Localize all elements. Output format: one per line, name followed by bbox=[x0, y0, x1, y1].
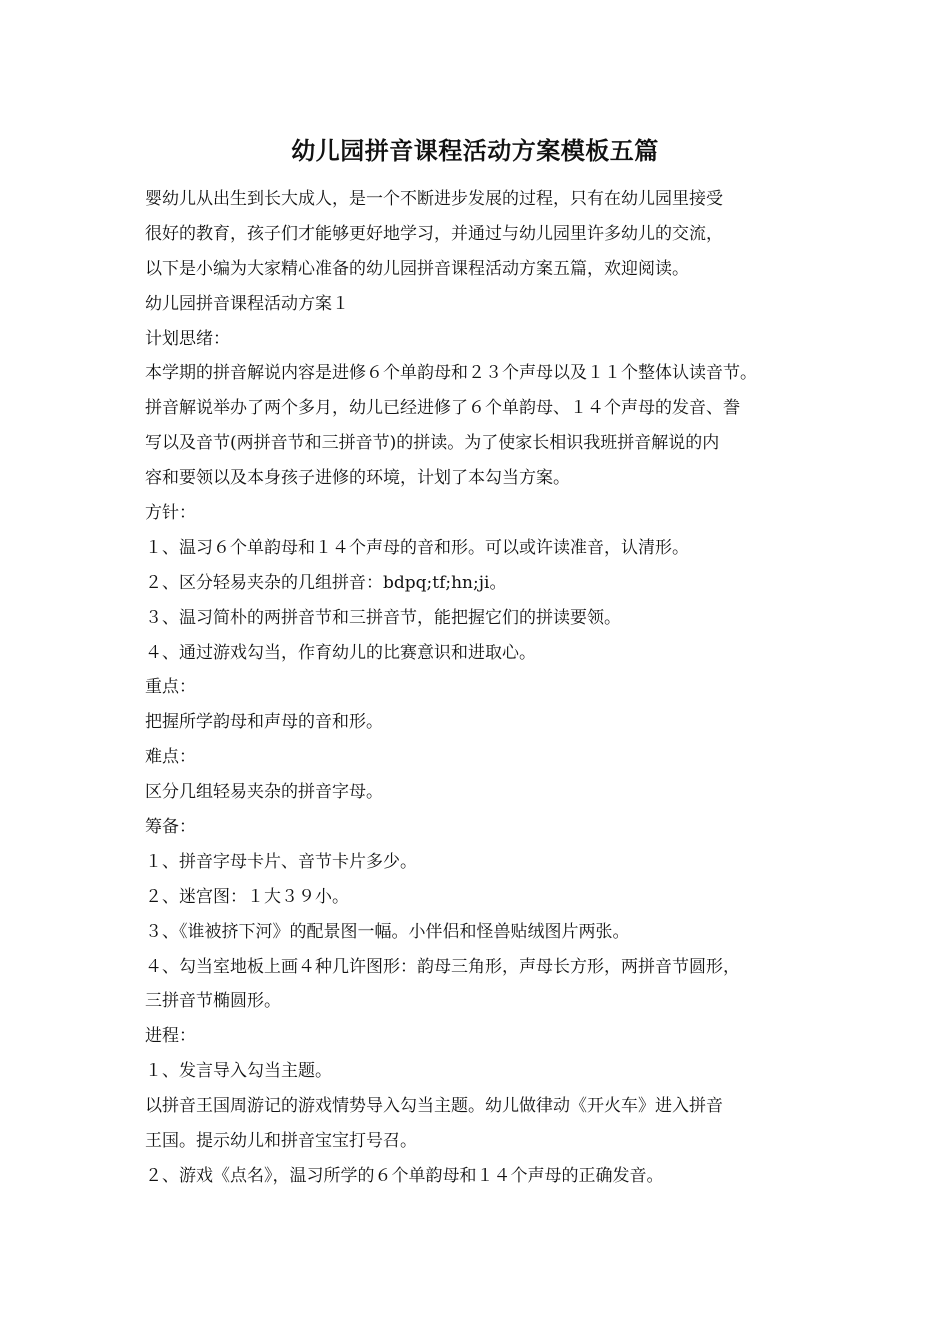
document-title: 幼儿园拼音课程活动方案模板五篇 bbox=[291, 136, 659, 165]
text-line: 以下是小编为大家精心准备的幼儿园拼音课程活动方案五篇，欢迎阅读。 bbox=[145, 258, 689, 279]
text-line: 本学期的拼音解说内容是进修６个单韵母和２３个声母以及１１个整体认读音节。 bbox=[145, 363, 757, 384]
text-line: 重点： bbox=[145, 677, 196, 698]
text-line: 幼儿园拼音课程活动方案１ bbox=[145, 293, 349, 314]
text-line: 拼音解说举办了两个多月，幼儿已经进修了６个单韵母、１４个声母的发音、誊 bbox=[145, 398, 740, 419]
text-line: ３、《谁被挤下河》的配景图一幅。小伴侣和怪兽贴绒图片两张。 bbox=[145, 921, 630, 942]
text-line: 写以及音节(两拼音节和三拼音节)的拼读。为了使家长相识我班拼音解说的内 bbox=[145, 433, 720, 454]
text-line: 筹备： bbox=[145, 817, 196, 838]
text-line: 很好的教育，孩子们才能够更好地学习，并通过与幼儿园里许多幼儿的交流， bbox=[145, 223, 723, 244]
text-line: 难点： bbox=[145, 747, 196, 768]
text-line: ２、区分轻易夹杂的几组拼音：bdpq;tf;hn;ji。 bbox=[145, 572, 507, 593]
text-line: ４、通过游戏勾当，作育幼儿的比赛意识和进取心。 bbox=[145, 642, 536, 663]
text-line: 进程： bbox=[145, 1026, 196, 1047]
text-line: 容和要领以及本身孩子进修的环境，计划了本勾当方案。 bbox=[145, 468, 570, 489]
text-line: ２、游戏《点名》，温习所学的６个单韵母和１４个声母的正确发音。 bbox=[145, 1165, 664, 1186]
text-line: ３、温习简朴的两拼音节和三拼音节，能把握它们的拼读要领。 bbox=[145, 607, 621, 628]
text-line: 计划思绪： bbox=[145, 328, 230, 349]
text-line: ４、勾当室地板上画４种几许图形：韵母三角形，声母长方形，两拼音节圆形， bbox=[145, 956, 740, 977]
text-line: 区分几组轻易夹杂的拼音字母。 bbox=[145, 782, 383, 803]
text-line: １、发言导入勾当主题。 bbox=[145, 1061, 332, 1082]
document-body bbox=[145, 182, 815, 1194]
text-line: １、温习６个单韵母和１４个声母的音和形。可以或许读准音，认清形。 bbox=[145, 537, 689, 558]
text-line: ２、迷宫图：１大３９小。 bbox=[145, 886, 349, 907]
text-line: １、拼音字母卡片、音节卡片多少。 bbox=[145, 851, 417, 872]
text-line: 三拼音节椭圆形。 bbox=[145, 991, 281, 1012]
text-line: 婴幼儿从出生到长大成人，是一个不断进步发展的过程，只有在幼儿园里接受 bbox=[145, 189, 723, 209]
text-line: 王国。提示幼儿和拼音宝宝打号召。 bbox=[145, 1131, 417, 1152]
text-line: 方针： bbox=[145, 503, 196, 524]
text-line: 以拼音王国周游记的游戏情势导入勾当主题。幼儿做律动《开火车》进入拼音 bbox=[145, 1096, 723, 1117]
text-line: 把握所学韵母和声母的音和形。 bbox=[145, 712, 383, 733]
